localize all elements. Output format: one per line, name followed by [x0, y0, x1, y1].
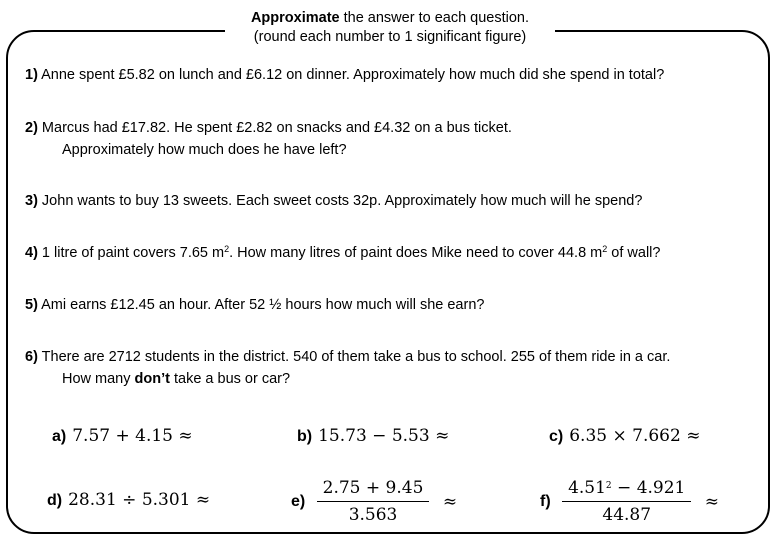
part-c — [549, 426, 700, 446]
question-number: 3) — [25, 193, 38, 209]
superscript: 2 — [605, 481, 612, 491]
question-text: Marcus had £17.82. He spent £2.82 on snacks and £4.32 on a bus ticket. — [37, 120, 512, 136]
part-expression: 15.73 − 5.53 ≈ — [318, 426, 450, 446]
question-text: Ami earns £12.45 an hour. After 52 ½ hours how much will she earn? — [37, 297, 485, 313]
approx-sign: ≈ — [704, 491, 720, 512]
fraction-numerator — [562, 478, 691, 502]
fraction — [317, 478, 430, 525]
title-line1: the answer to each question. — [339, 10, 530, 26]
question-text-a: 1 litre of paint covers 7.65 m — [37, 245, 225, 261]
part-label: b) — [297, 428, 313, 445]
part-a — [52, 426, 193, 446]
part-expression: 28.31 ÷ 5.301 ≈ — [68, 490, 211, 510]
part-label: e) — [291, 492, 306, 510]
part-e — [291, 478, 457, 525]
part-expression: 6.35 × 7.662 ≈ — [569, 426, 701, 446]
question-6 — [25, 346, 670, 390]
superscript: 2 — [224, 244, 230, 254]
superscript: 2 — [602, 244, 608, 254]
continuation-text: How many — [62, 371, 135, 387]
numerator-base: 4.51 — [568, 478, 606, 498]
question-number: 4) — [25, 245, 38, 261]
question-number: 2) — [25, 120, 38, 136]
title-line2: (round each number to 1 significant figure) — [253, 29, 527, 45]
question-continuation — [25, 368, 670, 390]
numerator-rest: − 4.921 — [611, 478, 686, 498]
question-1 — [25, 64, 664, 86]
part-label: f) — [540, 492, 551, 510]
continuation-text: take a bus or car? — [169, 371, 291, 387]
emphasis-dont: don’t — [134, 371, 170, 387]
question-text: John wants to buy 13 sweets. Each sweet costs 32p. Approximately how much will he spend? — [37, 193, 643, 209]
worksheet-title — [225, 9, 555, 47]
question-continuation: Approximately how much does he have left? — [62, 142, 347, 158]
fraction-denominator: 44.87 — [602, 505, 652, 525]
question-text-c: of wall? — [607, 245, 661, 261]
question-5 — [25, 294, 484, 316]
approx-sign: ≈ — [442, 491, 458, 512]
fraction-denominator: 3.563 — [348, 505, 398, 525]
fraction — [562, 478, 691, 525]
question-text-b: . How many litres of paint does Mike need to cover 44.8 m — [229, 245, 603, 261]
fraction-numerator: 2.75 + 9.45 — [317, 478, 430, 502]
worksheet-frame — [6, 30, 770, 534]
question-number: 5) — [25, 297, 38, 313]
part-b — [297, 426, 449, 446]
question-3 — [25, 190, 642, 212]
part-label: c) — [549, 428, 564, 445]
question-4 — [25, 242, 660, 264]
question-text: There are 2712 students in the district. 540 of them take a bus to school. 255 of them ride in a car. — [37, 349, 671, 365]
title-bold-word: Approximate — [250, 10, 340, 26]
question-number: 6) — [25, 349, 38, 365]
part-label: a) — [52, 428, 67, 445]
question-number: 1) — [25, 67, 38, 83]
part-expression: 7.57 + 4.15 ≈ — [72, 426, 193, 446]
part-label: d) — [47, 492, 63, 509]
part-d — [47, 490, 210, 510]
question-2 — [25, 117, 512, 161]
question-text: Anne spent £5.82 on lunch and £6.12 on dinner. Approximately how much did she spend in total? — [37, 67, 665, 83]
part-f — [540, 478, 719, 525]
